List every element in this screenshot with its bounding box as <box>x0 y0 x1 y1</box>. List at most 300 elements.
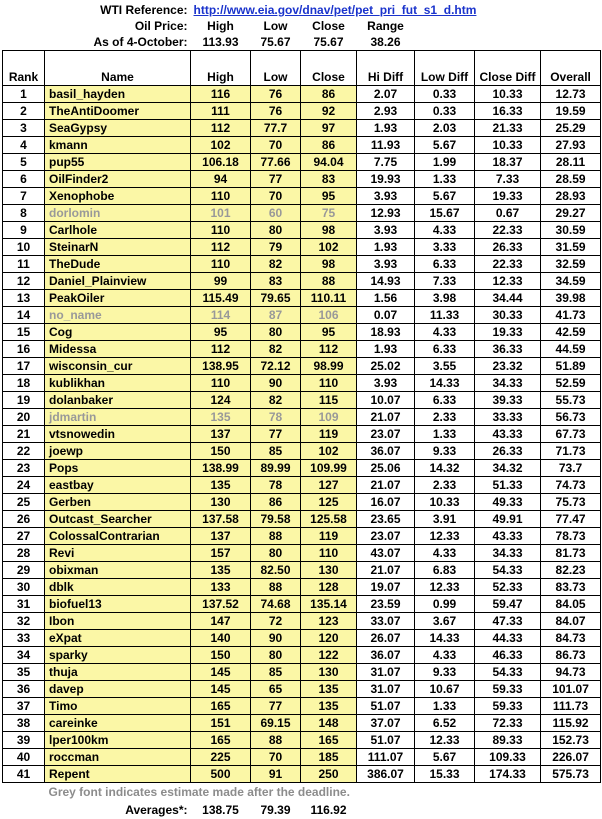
close-diff-cell: 18.37 <box>475 154 541 171</box>
high-cell: 137 <box>191 426 251 443</box>
close-diff-cell: 47.33 <box>475 613 541 630</box>
low-diff-cell: 2.33 <box>415 477 475 494</box>
table-row <box>3 477 601 494</box>
low-cell: 82.50 <box>251 562 301 579</box>
low-cell: 85 <box>251 664 301 681</box>
asof-label: As of 4-October: <box>93 35 188 49</box>
low-diff-cell: 0.33 <box>415 86 475 103</box>
rank-cell: 22 <box>3 443 45 460</box>
low-diff-cell: 3.33 <box>415 239 475 256</box>
table-row <box>3 732 601 749</box>
name-cell: Repent <box>45 766 191 783</box>
name-cell: SteinarN <box>45 239 191 256</box>
high-cell: 112 <box>191 341 251 358</box>
high-cell: 111 <box>191 103 251 120</box>
rank-cell: 41 <box>3 766 45 783</box>
low-diff-cell: 12.33 <box>415 732 475 749</box>
average-high: 138.75 <box>202 803 239 817</box>
name-cell: kmann <box>45 137 191 154</box>
low-diff-cell: 14.33 <box>415 630 475 647</box>
high-cell: 150 <box>191 443 251 460</box>
close-diff-cell: 16.33 <box>475 103 541 120</box>
rank-cell: 29 <box>3 562 45 579</box>
table-row <box>3 171 601 188</box>
close-diff-cell: 54.33 <box>475 562 541 579</box>
high-cell: 138.99 <box>191 460 251 477</box>
low-diff-cell: 6.83 <box>415 562 475 579</box>
table-row <box>3 579 601 596</box>
close-cell: 97 <box>301 120 357 137</box>
low-cell: 69.15 <box>251 715 301 732</box>
close-cell: 135.14 <box>301 596 357 613</box>
hi-diff-cell: 7.75 <box>357 154 415 171</box>
low-cell: 88 <box>251 528 301 545</box>
close-cell: 135 <box>301 681 357 698</box>
low-cell: 72.12 <box>251 358 301 375</box>
table-row <box>3 205 601 222</box>
low-diff-cell: 14.32 <box>415 460 475 477</box>
close-cell: 98 <box>301 222 357 239</box>
high-cell: 130 <box>191 494 251 511</box>
hi-diff-cell: 25.02 <box>357 358 415 375</box>
rank-cell: 21 <box>3 426 45 443</box>
high-cell: 110 <box>191 188 251 205</box>
high-cell: 137.58 <box>191 511 251 528</box>
high-cell: 137.52 <box>191 596 251 613</box>
table-row <box>3 545 601 562</box>
close-diff-cell: 10.33 <box>475 86 541 103</box>
low-cell: 79.65 <box>251 290 301 307</box>
low-diff-cell: 12.33 <box>415 528 475 545</box>
table-row <box>3 613 601 630</box>
low-diff-cell: 4.33 <box>415 545 475 562</box>
low-diff-cell: 6.52 <box>415 715 475 732</box>
close-cell: 94.04 <box>301 154 357 171</box>
close-cell: 130 <box>301 664 357 681</box>
name-cell: TheAntiDoomer <box>45 103 191 120</box>
overall-cell: 77.47 <box>541 511 601 528</box>
low-cell: 77.7 <box>251 120 301 137</box>
close-cell: 128 <box>301 579 357 596</box>
table-row <box>3 120 601 137</box>
high-cell: 500 <box>191 766 251 783</box>
hi-diff-cell: 11.93 <box>357 137 415 154</box>
table-row <box>3 341 601 358</box>
overall-cell: 94.73 <box>541 664 601 681</box>
low-diff-cell: 2.33 <box>415 409 475 426</box>
table-row <box>3 766 601 783</box>
close-cell: 98.99 <box>301 358 357 375</box>
average-low: 79.39 <box>260 803 291 817</box>
overall-cell: 30.59 <box>541 222 601 239</box>
overall-cell: 101.07 <box>541 681 601 698</box>
high-cell: 225 <box>191 749 251 766</box>
table-row <box>3 188 601 205</box>
rank-cell: 19 <box>3 392 45 409</box>
low-diff-cell: 2.03 <box>415 120 475 137</box>
low-diff-cell: 10.67 <box>415 681 475 698</box>
high-cell: 106.18 <box>191 154 251 171</box>
hi-diff-cell: 14.93 <box>357 273 415 290</box>
hi-diff-header: Hi Diff <box>357 51 415 86</box>
overall-cell: 52.59 <box>541 375 601 392</box>
close-header: Close <box>301 51 357 86</box>
close-diff-cell: 72.33 <box>475 715 541 732</box>
high-cell: 145 <box>191 664 251 681</box>
overall-cell: 81.73 <box>541 545 601 562</box>
close-cell: 115 <box>301 392 357 409</box>
name-cell: pup55 <box>45 154 191 171</box>
name-cell: no_name <box>45 307 191 324</box>
hi-diff-cell: 23.65 <box>357 511 415 528</box>
overall-cell: 83.73 <box>541 579 601 596</box>
close-diff-cell: 34.44 <box>475 290 541 307</box>
rank-cell: 39 <box>3 732 45 749</box>
low-diff-cell: 4.33 <box>415 324 475 341</box>
overall-cell: 56.73 <box>541 409 601 426</box>
close-diff-cell: 43.33 <box>475 426 541 443</box>
table-row <box>3 290 601 307</box>
rank-cell: 37 <box>3 698 45 715</box>
name-cell: vtsnowedin <box>45 426 191 443</box>
name-cell: Revi <box>45 545 191 562</box>
low-cell: 88 <box>251 579 301 596</box>
column-header-row <box>3 51 601 86</box>
overall-cell: 12.73 <box>541 86 601 103</box>
low-cell: 91 <box>251 766 301 783</box>
close-cell: 106 <box>301 307 357 324</box>
name-cell: Gerben <box>45 494 191 511</box>
name-cell: davep <box>45 681 191 698</box>
oil-price-range-header: Range <box>367 19 404 33</box>
low-diff-header: Low Diff <box>415 51 475 86</box>
high-cell: 99 <box>191 273 251 290</box>
hi-diff-cell: 25.06 <box>357 460 415 477</box>
name-cell: TheDude <box>45 256 191 273</box>
name-cell: thuja <box>45 664 191 681</box>
high-cell: 151 <box>191 715 251 732</box>
name-cell: lper100km <box>45 732 191 749</box>
low-cell: 65 <box>251 681 301 698</box>
averages-label: Averages*: <box>125 803 188 817</box>
low-cell: 82 <box>251 341 301 358</box>
table-row <box>3 409 601 426</box>
name-cell: joewp <box>45 443 191 460</box>
rank-cell: 1 <box>3 86 45 103</box>
table-row <box>3 528 601 545</box>
table-row <box>3 375 601 392</box>
rank-cell: 34 <box>3 647 45 664</box>
rank-cell: 18 <box>3 375 45 392</box>
overall-cell: 29.27 <box>541 205 601 222</box>
close-diff-cell: 10.33 <box>475 137 541 154</box>
hi-diff-cell: 51.07 <box>357 698 415 715</box>
table-row <box>3 239 601 256</box>
table-row <box>3 664 601 681</box>
table-row <box>3 137 601 154</box>
close-cell: 127 <box>301 477 357 494</box>
hi-diff-cell: 1.93 <box>357 341 415 358</box>
close-diff-cell: 59.33 <box>475 698 541 715</box>
high-cell: 145 <box>191 681 251 698</box>
low-cell: 82 <box>251 392 301 409</box>
hi-diff-cell: 43.07 <box>357 545 415 562</box>
overall-cell: 82.23 <box>541 562 601 579</box>
close-cell: 250 <box>301 766 357 783</box>
close-cell: 119 <box>301 426 357 443</box>
name-cell: kublikhan <box>45 375 191 392</box>
hi-diff-cell: 12.93 <box>357 205 415 222</box>
low-cell: 76 <box>251 103 301 120</box>
hi-diff-cell: 16.07 <box>357 494 415 511</box>
close-diff-cell: 39.33 <box>475 392 541 409</box>
hi-diff-cell: 21.07 <box>357 477 415 494</box>
close-cell: 75 <box>301 205 357 222</box>
name-cell: wisconsin_cur <box>45 358 191 375</box>
high-cell: 110 <box>191 375 251 392</box>
rank-cell: 13 <box>3 290 45 307</box>
close-diff-header: Close Diff <box>475 51 541 86</box>
high-cell: 157 <box>191 545 251 562</box>
high-cell: 101 <box>191 205 251 222</box>
rank-cell: 8 <box>3 205 45 222</box>
overall-cell: 152.73 <box>541 732 601 749</box>
close-diff-cell: 49.33 <box>475 494 541 511</box>
overall-cell: 25.29 <box>541 120 601 137</box>
low-cell: 85 <box>251 443 301 460</box>
overall-cell: 86.73 <box>541 647 601 664</box>
low-cell: 80 <box>251 647 301 664</box>
table-row <box>3 222 601 239</box>
average-close: 116.92 <box>310 803 347 817</box>
hi-diff-cell: 21.07 <box>357 562 415 579</box>
overall-cell: 39.98 <box>541 290 601 307</box>
hi-diff-cell: 23.59 <box>357 596 415 613</box>
low-header: Low <box>251 51 301 86</box>
close-cell: 123 <box>301 613 357 630</box>
reference-link[interactable]: http://www.eia.gov/dnav/pet/pet_pri_fut_s1_d.htm <box>193 3 477 17</box>
overall-cell: 78.73 <box>541 528 601 545</box>
table-row <box>3 154 601 171</box>
table-row <box>3 307 601 324</box>
high-cell: 135 <box>191 477 251 494</box>
close-cell: 165 <box>301 732 357 749</box>
close-diff-cell: 19.33 <box>475 324 541 341</box>
high-cell: 135 <box>191 562 251 579</box>
rank-cell: 16 <box>3 341 45 358</box>
low-cell: 77.66 <box>251 154 301 171</box>
close-cell: 92 <box>301 103 357 120</box>
rank-cell: 35 <box>3 664 45 681</box>
rank-cell: 10 <box>3 239 45 256</box>
low-cell: 82 <box>251 256 301 273</box>
oil-price-low-header: Low <box>263 19 288 33</box>
close-cell: 102 <box>301 443 357 460</box>
overall-cell: 575.73 <box>541 766 601 783</box>
hi-diff-cell: 386.07 <box>357 766 415 783</box>
low-cell: 83 <box>251 273 301 290</box>
low-diff-cell: 5.67 <box>415 188 475 205</box>
rank-cell: 38 <box>3 715 45 732</box>
data-rows <box>3 86 601 783</box>
rank-cell: 27 <box>3 528 45 545</box>
rank-cell: 25 <box>3 494 45 511</box>
table-row <box>3 103 601 120</box>
rank-header: Rank <box>3 51 45 86</box>
rank-cell: 5 <box>3 154 45 171</box>
name-cell: Midessa <box>45 341 191 358</box>
high-cell: 94 <box>191 171 251 188</box>
close-cell: 110 <box>301 375 357 392</box>
high-cell: 110 <box>191 256 251 273</box>
high-cell: 137 <box>191 528 251 545</box>
close-diff-cell: 49.91 <box>475 511 541 528</box>
low-diff-cell: 0.99 <box>415 596 475 613</box>
name-header: Name <box>45 51 191 86</box>
close-diff-cell: 34.33 <box>475 375 541 392</box>
low-diff-cell: 3.91 <box>415 511 475 528</box>
low-cell: 74.68 <box>251 596 301 613</box>
name-cell: Xenophobe <box>45 188 191 205</box>
table-row <box>3 426 601 443</box>
overall-cell: 28.59 <box>541 171 601 188</box>
close-cell: 135 <box>301 698 357 715</box>
overall-cell: 31.59 <box>541 239 601 256</box>
overall-cell: 67.73 <box>541 426 601 443</box>
low-diff-cell: 1.33 <box>415 426 475 443</box>
hi-diff-cell: 10.07 <box>357 392 415 409</box>
table-row <box>3 511 601 528</box>
close-cell: 125 <box>301 494 357 511</box>
rank-cell: 33 <box>3 630 45 647</box>
low-cell: 87 <box>251 307 301 324</box>
close-cell: 95 <box>301 188 357 205</box>
close-cell: 185 <box>301 749 357 766</box>
low-diff-cell: 6.33 <box>415 392 475 409</box>
low-cell: 90 <box>251 375 301 392</box>
averages-row <box>3 801 601 819</box>
overall-cell: 73.7 <box>541 460 601 477</box>
rank-cell: 14 <box>3 307 45 324</box>
hi-diff-cell: 23.07 <box>357 426 415 443</box>
asof-high: 113.93 <box>202 35 239 49</box>
name-cell: ColossalContrarian <box>45 528 191 545</box>
high-header: High <box>191 51 251 86</box>
low-cell: 78 <box>251 477 301 494</box>
overall-cell: 84.73 <box>541 630 601 647</box>
name-cell: dolanbaker <box>45 392 191 409</box>
close-cell: 88 <box>301 273 357 290</box>
low-cell: 70 <box>251 749 301 766</box>
asof-row <box>3 34 601 51</box>
name-cell: eastbay <box>45 477 191 494</box>
high-cell: 114 <box>191 307 251 324</box>
overall-cell: 111.73 <box>541 698 601 715</box>
close-diff-cell: 174.33 <box>475 766 541 783</box>
low-cell: 70 <box>251 137 301 154</box>
name-cell: eXpat <box>45 630 191 647</box>
rank-cell: 11 <box>3 256 45 273</box>
close-cell: 102 <box>301 239 357 256</box>
oil-price-high-header: High <box>207 19 234 33</box>
close-diff-cell: 34.33 <box>475 545 541 562</box>
overall-cell: 51.89 <box>541 358 601 375</box>
low-diff-cell: 0.33 <box>415 103 475 120</box>
low-cell: 80 <box>251 222 301 239</box>
low-diff-cell: 4.33 <box>415 222 475 239</box>
low-diff-cell: 1.33 <box>415 698 475 715</box>
hi-diff-cell: 51.07 <box>357 732 415 749</box>
overall-cell: 55.73 <box>541 392 601 409</box>
hi-diff-cell: 37.07 <box>357 715 415 732</box>
asof-range: 38.26 <box>370 35 401 49</box>
close-diff-cell: 59.33 <box>475 681 541 698</box>
name-cell: Ibon <box>45 613 191 630</box>
note-row <box>3 783 601 802</box>
overall-cell: 84.05 <box>541 596 601 613</box>
high-cell: 140 <box>191 630 251 647</box>
overall-cell: 74.73 <box>541 477 601 494</box>
close-cell: 83 <box>301 171 357 188</box>
table-row <box>3 630 601 647</box>
close-cell: 86 <box>301 86 357 103</box>
close-diff-cell: 0.67 <box>475 205 541 222</box>
close-cell: 130 <box>301 562 357 579</box>
name-cell: Timo <box>45 698 191 715</box>
hi-diff-cell: 26.07 <box>357 630 415 647</box>
low-cell: 89.99 <box>251 460 301 477</box>
high-cell: 165 <box>191 698 251 715</box>
overall-cell: 34.59 <box>541 273 601 290</box>
close-diff-cell: 89.33 <box>475 732 541 749</box>
close-diff-cell: 34.32 <box>475 460 541 477</box>
asof-close: 75.67 <box>313 35 344 49</box>
close-diff-cell: 22.33 <box>475 222 541 239</box>
close-cell: 122 <box>301 647 357 664</box>
oil-price-label: Oil Price: <box>134 19 188 33</box>
high-cell: 165 <box>191 732 251 749</box>
close-cell: 110.11 <box>301 290 357 307</box>
low-cell: 86 <box>251 494 301 511</box>
hi-diff-cell: 0.07 <box>357 307 415 324</box>
low-cell: 79 <box>251 239 301 256</box>
rank-cell: 28 <box>3 545 45 562</box>
hi-diff-cell: 3.93 <box>357 188 415 205</box>
hi-diff-cell: 2.93 <box>357 103 415 120</box>
hi-diff-cell: 31.07 <box>357 681 415 698</box>
low-diff-cell: 3.67 <box>415 613 475 630</box>
high-cell: 150 <box>191 647 251 664</box>
overall-cell: 44.59 <box>541 341 601 358</box>
close-cell: 109.99 <box>301 460 357 477</box>
close-diff-cell: 30.33 <box>475 307 541 324</box>
low-cell: 79.58 <box>251 511 301 528</box>
high-cell: 112 <box>191 239 251 256</box>
high-cell: 116 <box>191 86 251 103</box>
close-diff-cell: 44.33 <box>475 630 541 647</box>
name-cell: Carlhole <box>45 222 191 239</box>
rank-cell: 17 <box>3 358 45 375</box>
table-row <box>3 273 601 290</box>
hi-diff-cell: 3.93 <box>357 222 415 239</box>
name-cell: Cog <box>45 324 191 341</box>
name-cell: OilFinder2 <box>45 171 191 188</box>
hi-diff-cell: 1.56 <box>357 290 415 307</box>
close-diff-cell: 26.33 <box>475 443 541 460</box>
hi-diff-cell: 33.07 <box>357 613 415 630</box>
close-cell: 120 <box>301 630 357 647</box>
overall-cell: 28.93 <box>541 188 601 205</box>
